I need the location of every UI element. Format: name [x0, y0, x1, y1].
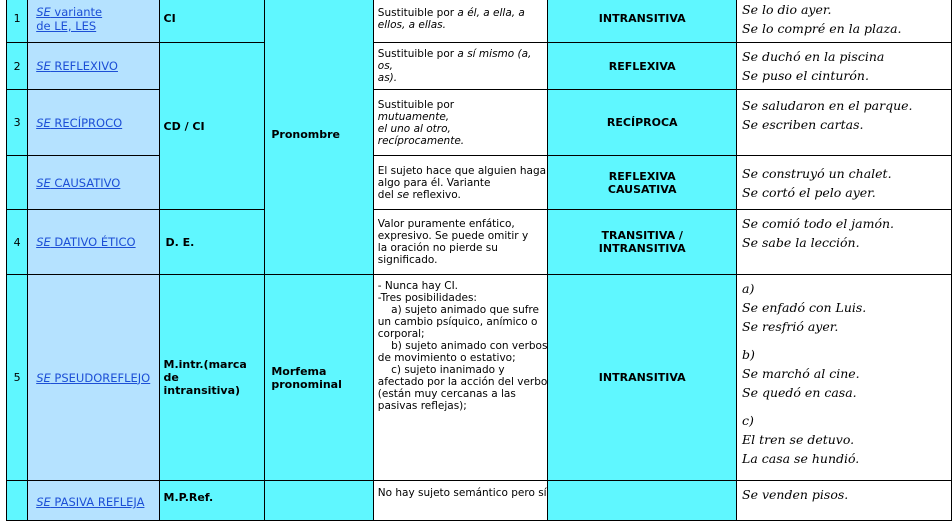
table-row: [7, 156, 952, 210]
row-number: 4: [7, 210, 28, 275]
examples-cell: Se lo dio ayer. Se lo compré en la plaza.: [737, 0, 952, 43]
se-type-link[interactable]: SE variante de LE, LES: [28, 0, 159, 43]
se-values-table: [6, 0, 952, 521]
row-number: 5: [7, 275, 28, 481]
category-cell: [265, 481, 373, 521]
se-type-link[interactable]: SE REFLEXIVO: [28, 43, 159, 90]
description-cell: El sujeto hace que alguien haga algo para él. Variante del se reflexivo.: [373, 156, 548, 210]
row-number: 3: [7, 90, 28, 156]
description-cell: Valor puramente enfático, expresivo. Se puede omitir y la oración no pierde su significado.: [373, 210, 548, 275]
table-row: [7, 43, 952, 90]
examples-cell: Se venden pisos.: [737, 481, 952, 521]
function-cell: M.intr.(marca de intransitiva): [159, 275, 265, 481]
se-type-link[interactable]: SE CAUSATIVO: [28, 156, 159, 210]
description-cell: Sustituible por a sí mismo (a, os, as).: [373, 43, 548, 90]
table-row: [7, 275, 952, 481]
table-row: [7, 90, 952, 156]
se-type-link[interactable]: SE PSEUDOREFLEJO: [28, 275, 159, 481]
value-cell: RECÍPROCA: [548, 90, 737, 156]
value-cell: REFLEXIVA CAUSATIVA: [548, 156, 737, 210]
examples-cell: Se saludaron en el parque. Se escriben cartas.: [737, 90, 952, 156]
table-row: [7, 210, 952, 275]
se-type-link[interactable]: SE RECÍPROCO: [28, 90, 159, 156]
description-cell: Sustituible por a él, a ella, a ellos, a ellas.: [373, 0, 548, 43]
row-number: [7, 481, 28, 521]
table-row: [7, 481, 952, 521]
category-cell: Pronombre: [265, 0, 373, 275]
value-cell: [548, 481, 737, 521]
se-type-link[interactable]: SE DATIVO ÉTICO: [28, 210, 159, 275]
description-cell: - Nunca hay CI. -Tres posibilidades: a) sujeto animado que sufre un cambio psíquico, anímico o corporal; b) sujeto animado con verbos de movimiento o estativo; c) sujeto inanimado y afectado por la acción del verbo (están muy cercanas a las pasivas reflejas);: [373, 275, 548, 481]
function-cell: D. E.: [159, 210, 265, 275]
table-row: [7, 0, 952, 43]
value-cell: REFLEXIVA: [548, 43, 737, 90]
description-cell: No hay sujeto semántico pero sí: [373, 481, 548, 521]
examples-cell: Se duchó en la piscina Se puso el cinturón.: [737, 43, 952, 90]
function-cell: CI: [159, 0, 265, 43]
function-cell: M.P.Ref.: [159, 481, 265, 521]
value-cell: TRANSITIVA / INTRANSITIVA: [548, 210, 737, 275]
category-cell: Morfema pronominal: [265, 275, 373, 481]
row-number: [7, 156, 28, 210]
function-cell: CD / CI: [159, 43, 265, 210]
value-cell: INTRANSITIVA: [548, 275, 737, 481]
description-cell: Sustituible por mutuamente, el uno al otro, recíprocamente.: [373, 90, 548, 156]
row-number: 1: [7, 0, 28, 43]
value-cell: INTRANSITIVA: [548, 0, 737, 43]
se-type-link[interactable]: SE PASIVA REFLEJA: [28, 481, 159, 521]
row-number: 2: [7, 43, 28, 90]
examples-cell: Se comió todo el jamón. Se sabe la lección.: [737, 210, 952, 275]
examples-cell: Se construyó un chalet. Se cortó el pelo ayer.: [737, 156, 952, 210]
examples-cell: a) Se enfadó con Luis. Se resfrió ayer. b) Se marchó al cine. Se quedó en casa. c) El tren se detuvo. La casa se hundió.: [737, 275, 952, 481]
